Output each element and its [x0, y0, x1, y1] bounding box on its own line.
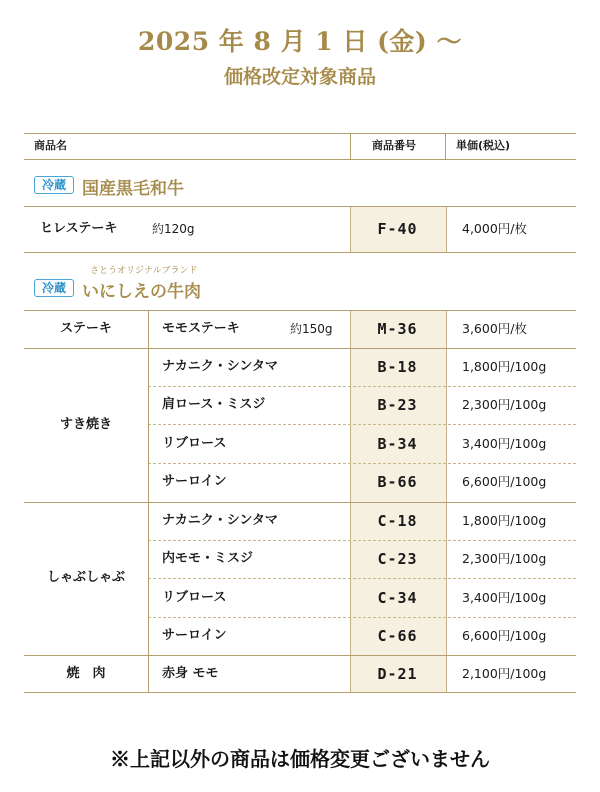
product-name: リブロース [162, 590, 227, 605]
product-code: C-18 [377, 512, 418, 530]
header-product-name: 商品名 [34, 139, 67, 152]
footer-note: ※上記以外の商品は価格変更ございません [110, 747, 490, 771]
product-name: 肩ロース・ミスジ [162, 397, 266, 412]
product-code: B-34 [377, 435, 418, 453]
group-column-divider [148, 310, 149, 692]
product-name: サーロイン [162, 474, 227, 489]
header-product-number: 商品番号 [372, 139, 416, 152]
product-price: 2,300円/100g [462, 397, 547, 412]
product-code: F-40 [377, 220, 418, 238]
chilled-badge: 冷蔵 [34, 279, 74, 297]
header-bottom-rule [24, 159, 576, 160]
product-code: B-66 [377, 473, 418, 491]
page-subtitle: 価格改定対象商品 [223, 66, 376, 88]
product-weight: 約150g [290, 322, 333, 336]
product-price: 2,100円/100g [462, 666, 547, 681]
chilled-badge: 冷蔵 [34, 176, 74, 194]
product-name: 赤身 モモ [162, 666, 219, 681]
product-name: ナカニク・シンタマ [162, 359, 278, 374]
product-price: 6,600円/100g [462, 474, 547, 489]
product-price: 1,800円/100g [462, 359, 547, 374]
header-divider [445, 133, 446, 159]
product-name: サーロイン [162, 628, 227, 643]
date-heading: 2025 年 8 月 1 日 (金) 〜 [138, 27, 462, 56]
group-label-shabushabu: しゃぶしゃぶ [46, 570, 125, 585]
category-title-inishie: いにしえの牛肉 [82, 282, 201, 302]
group-label-sukiyaki: すき焼き [59, 417, 112, 432]
brand-label: さとうオリジナルブランド [90, 266, 198, 276]
product-code: D-21 [377, 665, 418, 683]
product-code: C-34 [377, 589, 418, 607]
product-name: ナカニク・シンタマ [162, 513, 278, 528]
header-divider [350, 133, 351, 159]
product-price: 3,600円/枚 [462, 321, 527, 336]
product-name: モモステーキ [162, 321, 240, 336]
product-code: B-18 [377, 358, 418, 376]
row-rule [24, 206, 576, 207]
product-code: C-23 [377, 550, 418, 568]
product-price: 1,800円/100g [462, 513, 547, 528]
product-price: 3,400円/100g [462, 436, 547, 451]
product-code: B-23 [377, 396, 418, 414]
group-label-yakiniku: 焼 肉 [66, 666, 106, 681]
header-unit-price: 単価(税込) [456, 139, 511, 152]
product-code: C-66 [377, 627, 418, 645]
product-name: ヒレステーキ [40, 221, 118, 236]
product-name: リブロース [162, 436, 227, 451]
group-label-steak: ステーキ [60, 321, 112, 336]
product-price: 2,300円/100g [462, 551, 547, 566]
product-weight: 約120g [152, 222, 195, 236]
product-price: 3,400円/100g [462, 590, 547, 605]
product-price: 4,000円/枚 [462, 221, 527, 236]
category-title-wagyu: 国産黒毛和牛 [82, 179, 184, 199]
row-rule [24, 252, 576, 253]
product-name: 内モモ・ミスジ [162, 551, 254, 566]
product-price: 6,600円/100g [462, 628, 547, 643]
product-code: M-36 [377, 320, 418, 338]
